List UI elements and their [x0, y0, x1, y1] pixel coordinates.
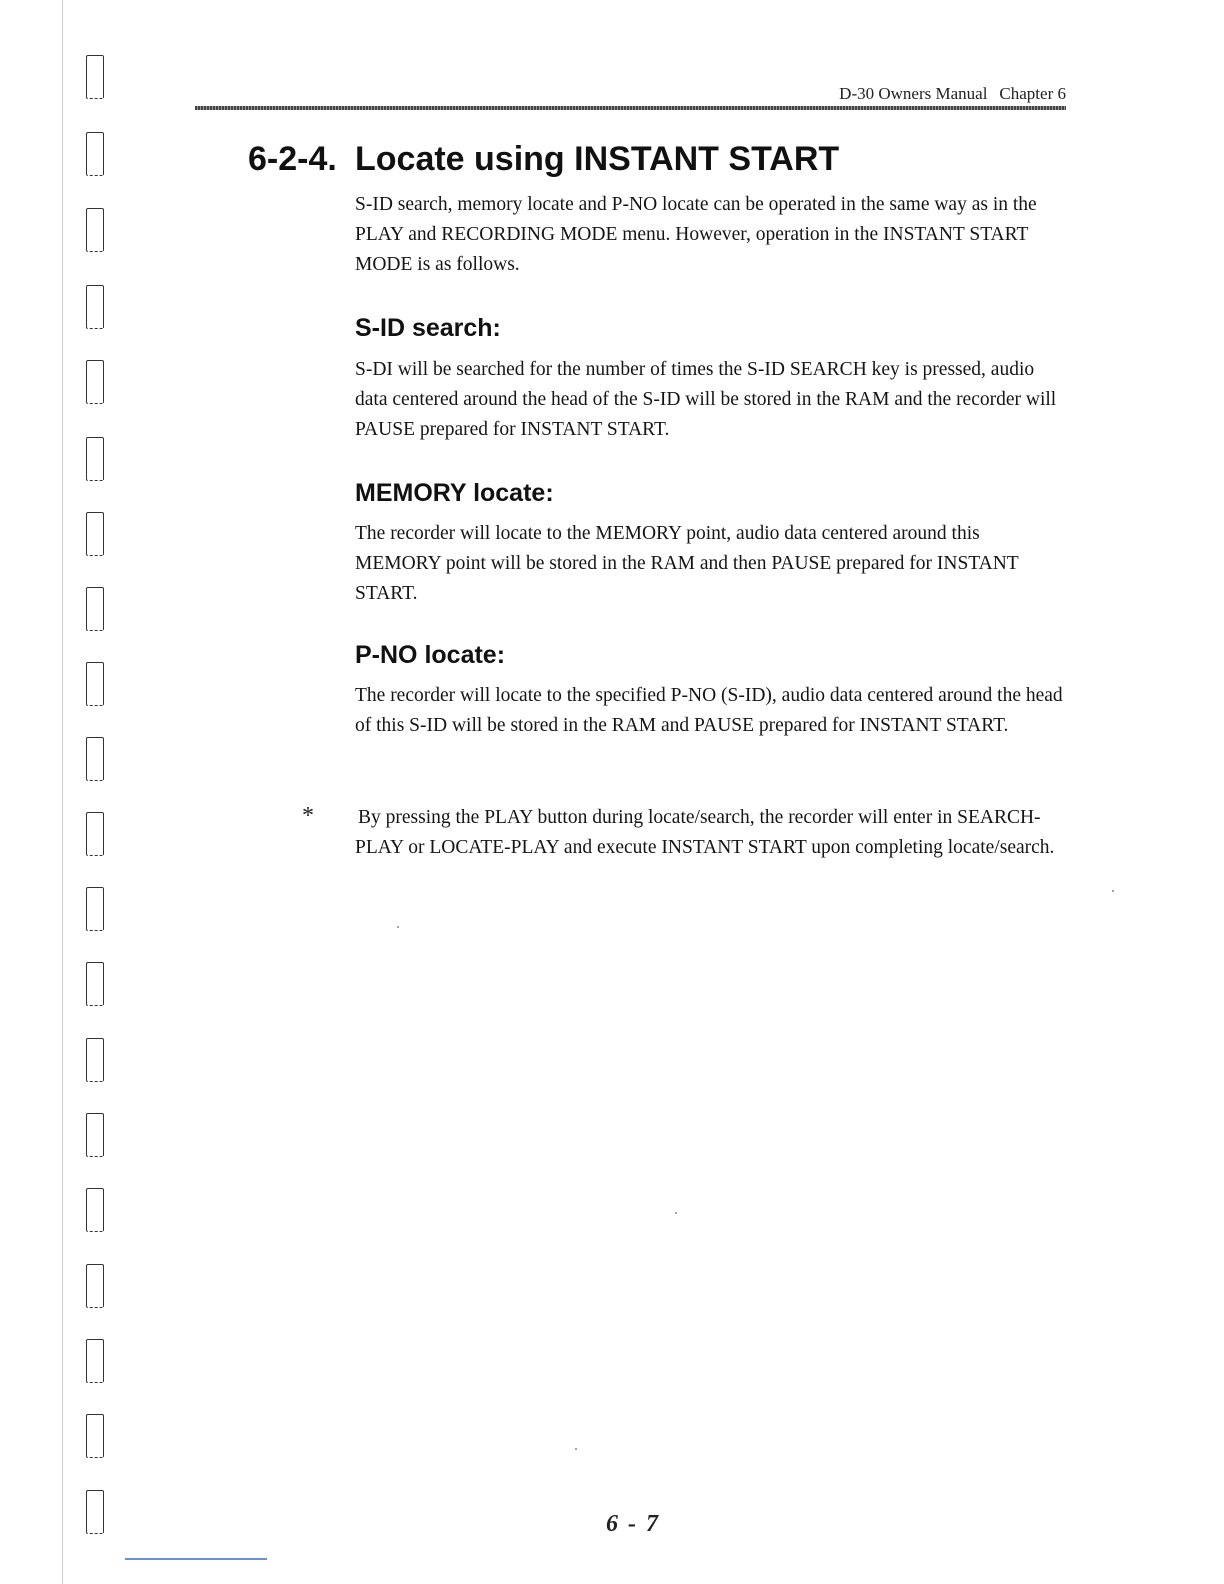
subsection-heading-memory-locate: MEMORY locate: [355, 479, 554, 507]
subsection-text-memory-locate: The recorder will locate to the MEMORY point, audio data centered around this MEMORY point will be stored in the RAM and then PAUSE prepared for INSTANT START. [355, 523, 1019, 604]
scan-edge-mark [125, 1558, 267, 1560]
subsection-text-pno-locate: The recorder will locate to the specified P-NO (S-ID), audio data centered around the head of this S-ID will be stored in the RAM and PAUSE prepared for INSTANT START. [355, 685, 1063, 736]
binder-hole [86, 1264, 104, 1308]
binder-hole [86, 1414, 104, 1458]
binder-hole [86, 1113, 104, 1157]
binder-hole [86, 587, 104, 631]
header-rule [195, 106, 1066, 110]
running-header [839, 84, 1066, 104]
binder-hole [86, 1490, 104, 1534]
binder-hole [86, 887, 104, 931]
binder-edge-line [62, 0, 63, 1584]
note-text: By pressing the PLAY button during locate/search, the recorder will enter in SEARCH-PLAY or LOCATE-PLAY and execute INSTANT START upon completing locate/search. [355, 807, 1055, 858]
binder-hole [86, 285, 104, 329]
chapter-label: Chapter 6 [999, 84, 1066, 103]
page-number: 6 - 7 [606, 1511, 660, 1537]
binder-hole [86, 132, 104, 176]
subsection-heading-sid-search: S-ID search: [355, 314, 501, 342]
scan-speck [397, 926, 399, 928]
binder-hole [86, 512, 104, 556]
subsection-heading-pno-locate: P-NO locate: [355, 641, 506, 669]
manual-title: D-30 Owners Manual [839, 84, 988, 103]
binder-hole [86, 208, 104, 252]
binder-hole [86, 812, 104, 856]
binder-hole [86, 55, 104, 99]
scan-speck [675, 1212, 677, 1214]
scan-speck [575, 1448, 577, 1450]
subsection-text-sid-search: S-DI will be searched for the number of times the S-ID SEARCH key is pressed, audio data centered around the head of the S-ID will be stored in the RAM and the recorder will PAUSE prepared for INSTANT START. [355, 359, 1057, 440]
binder-hole [86, 962, 104, 1006]
binder-hole [86, 360, 104, 404]
note-asterisk: * [302, 803, 314, 829]
binder-hole [86, 1038, 104, 1082]
binder-hole [86, 1339, 104, 1383]
intro-paragraph: S-ID search, memory locate and P-NO locate can be operated in the same way as in the PLAY and RECORDING MODE menu. However, operation in the INSTANT START MODE is as follows. [355, 194, 1037, 275]
section-number: 6-2-4. [248, 140, 337, 178]
scan-speck [1112, 890, 1114, 892]
binder-margin [0, 0, 130, 1584]
binder-hole [86, 437, 104, 481]
binder-hole [86, 1188, 104, 1232]
binder-hole [86, 662, 104, 706]
section-title: Locate using INSTANT START [355, 140, 840, 178]
binder-hole [86, 737, 104, 781]
